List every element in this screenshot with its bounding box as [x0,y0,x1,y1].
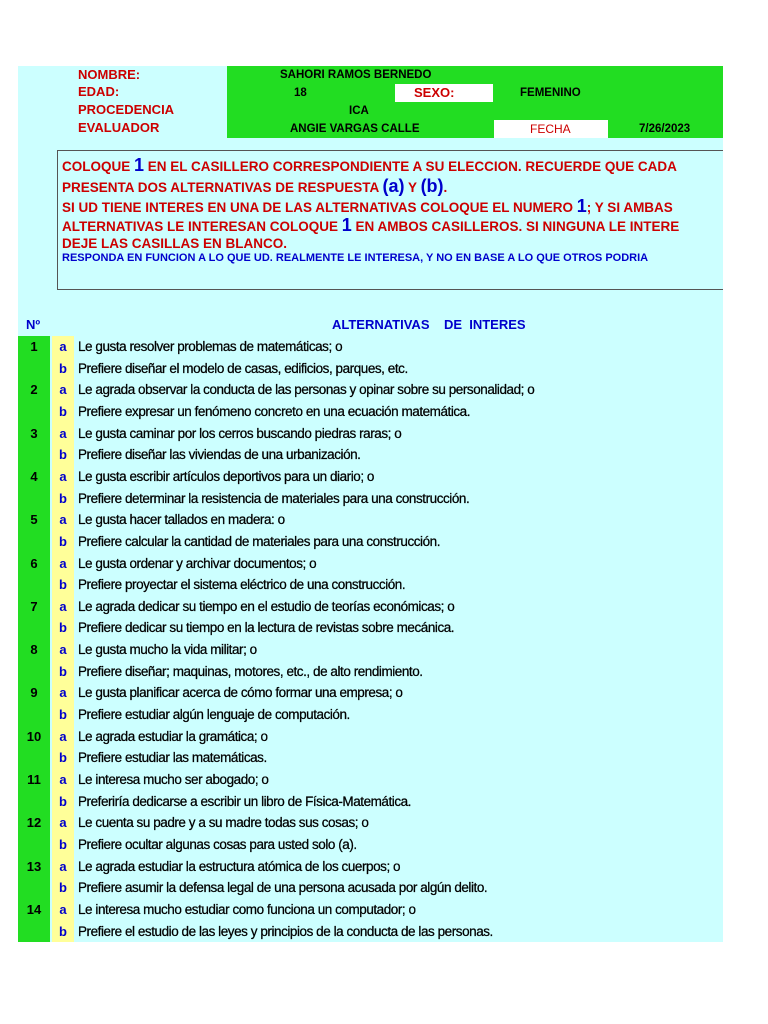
alternative-text: Le interesa mucho ser abogado; o [78,772,269,787]
alternative-text: Le gusta mucho la vida militar; o [78,642,257,658]
item-number: 7 [30,598,38,614]
item-row-14b [18,921,723,942]
alternative-text: Prefiere diseñar; maquinas, motores, etc., de alto rendimiento. [78,663,423,679]
item-number: 1 [30,339,38,354]
instruction-line-1 [62,155,677,176]
instruction-text: SI UD TIENE INTERES EN UNA DE LAS ALTERNATIVAS COLOQUE EL NUMERO [62,200,577,215]
instruction-text: . [443,180,448,195]
item-number: 2 [30,382,38,398]
option-letter-b[interactable]: b [59,360,67,376]
edad-label: EDAD: [78,84,120,99]
alternative-text: Prefiere dedicar su tiempo en la lectura de revistas sobre mecánica. [78,620,455,636]
item-row-6b [18,574,723,595]
alternative-text: Prefiere diseñar el modelo de casas, edificios, parques, etc. [78,360,408,376]
option-letter-a[interactable]: a [59,425,67,441]
alternative-text: Prefiere ocultar algunas cosas para usted solo (a). [78,836,357,852]
item-row-1b [18,358,723,379]
item-row-2a [18,379,723,400]
item-number: 5 [30,512,38,528]
instructions-box [57,150,723,290]
item-row-5a [18,509,723,530]
sexo-value[interactable]: FEMENINO [520,87,581,99]
item-row-14a [18,899,723,920]
alternative-text: Prefiere estudiar las matemáticas. [78,750,267,766]
alternative-text: Prefiere el estudio de las leyes y principios de la conducta de las personas. [78,923,493,939]
option-letter-b[interactable]: b [59,620,67,636]
item-number: 11 [27,772,41,787]
item-row-2b [18,401,723,422]
instruction-number: 1 [134,155,145,175]
option-letter-a[interactable]: a [59,512,67,528]
evaluador-value[interactable]: ANGIE VARGAS CALLE [290,123,420,135]
item-number: 9 [30,685,38,701]
instruction-text: COLOQUE [62,159,135,174]
option-letter-b[interactable]: b [59,836,67,852]
instruction-line-4 [62,215,679,236]
option-letter-a[interactable]: a [59,468,67,484]
option-letter-b[interactable]: b [59,490,67,506]
item-row-8a [18,639,723,660]
instruction-text: EN AMBOS CASILLEROS. SI NINGUNA LE INTERE [351,219,680,234]
alternative-text: Prefiere asumir la defensa legal de una persona acusada por algún delito. [78,880,488,896]
item-row-13a [18,856,723,877]
alternative-text: Prefiere determinar la resistencia de materiales para una construcción. [78,490,470,506]
item-row-12b [18,834,723,855]
item-row-11a [18,769,723,790]
fecha-label: FECHA [530,122,571,136]
option-letter-a[interactable]: a [59,339,67,354]
option-letter-a[interactable]: a [59,815,67,831]
instruction-number: 1 [341,215,352,235]
alternative-text: Le gusta hacer tallados en madera: o [78,512,285,528]
item-row-3b [18,444,723,465]
alternative-text: Le agrada estudiar la gramática; o [78,728,268,744]
option-letter-a[interactable]: a [59,901,67,917]
option-letter-a[interactable]: a [59,685,67,701]
procedencia-label: PROCEDENCIA [78,102,175,117]
instruction-line-3 [62,196,673,217]
alternative-text: Le gusta ordenar y archivar documentos; o [78,555,317,571]
instruction-number: 1 [576,196,587,216]
item-row-13b [18,877,723,898]
alternative-text: Prefiere proyectar el sistema eléctrico de una construcción. [78,577,406,593]
option-letter-b[interactable]: b [59,447,67,463]
alternative-text: Prefiere calcular la cantidad de materiales para una construcción. [78,533,441,549]
item-number: 14 [26,901,42,917]
item-row-7a [18,596,723,617]
number-column-header: Nº [26,317,41,332]
fecha-value[interactable]: 7/26/2023 [639,123,691,135]
instruction-text: ALTERNATIVAS LE INTERESAN COLOQUE [62,219,342,234]
item-number: 4 [30,468,38,484]
option-letter-a[interactable]: a [59,772,67,787]
item-row-9b [18,704,723,725]
instruction-line-6: RESPONDA EN FUNCION A LO QUE UD. REALMENTE LE INTERESA, Y NO EN BASE A LO QUE OTROS PODRIA [62,252,649,264]
questionnaire-sheet [18,66,723,942]
item-row-6a [18,553,723,574]
instruction-text: PRESENTA DOS ALTERNATIVAS DE RESPUESTA [62,180,383,195]
option-letter-b[interactable]: b [59,923,67,939]
option-letter-b[interactable]: b [59,793,67,809]
option-letter-a[interactable]: a [59,555,67,571]
alternative-text: Le gusta resolver problemas de matemáticas; o [78,339,343,354]
item-number: 12 [26,815,42,831]
alternative-text: Le agrada estudiar la estructura atómica de los cuerpos; o [78,858,401,874]
option-letter-b[interactable]: b [59,533,67,549]
option-letter-b[interactable]: b [59,403,67,419]
alternative-text: Le cuenta su padre y a su madre todas sus cosas; o [78,815,369,831]
item-number: 8 [30,642,38,658]
option-letter-b[interactable]: b [59,880,67,896]
alternative-text: Le interesa mucho estudiar como funciona un computador; o [78,901,416,917]
alternative-text: Le gusta escribir artículos deportivos para un diario; o [78,468,374,484]
option-letter-a[interactable]: a [59,858,67,874]
item-number: 3 [30,425,38,441]
instruction-line-2 [62,176,447,197]
option-letter-b[interactable]: b [59,577,67,593]
instruction-text: Y [404,180,421,195]
evaluador-label: EVALUADOR [78,120,160,135]
item-row-3a [18,423,723,444]
item-row-4b [18,488,723,509]
item-row-9a [18,682,723,703]
option-letter-b[interactable]: b [59,750,67,766]
alternative-text: Prefiere diseñar las viviendas de una urbanización. [78,447,361,463]
option-letter-a[interactable]: a [59,728,67,744]
item-row-1a [18,336,723,357]
item-number: 10 [26,728,42,744]
edad-value[interactable]: 18 [294,87,307,99]
item-row-11b [18,791,723,812]
item-row-10b [18,747,723,768]
alternative-text: Preferiría dedicarse a escribir un libro de Física-Matemática. [78,793,411,809]
option-a-marker: (a) [382,176,405,196]
option-b-marker: (b) [420,176,444,196]
instruction-text: ; Y SI AMBAS [586,200,673,215]
alternative-text: Le agrada dedicar su tiempo en el estudio de teorías económicas; o [78,598,455,614]
item-row-12a [18,812,723,833]
instruction-line-5: DEJE LAS CASILLAS EN BLANCO. [62,236,288,251]
option-letter-b[interactable]: b [59,663,67,679]
instruction-text: EN EL CASILLERO CORRESPONDIENTE A SU ELECCION. RECUERDE QUE CADA [144,159,677,174]
alternative-text: Le agrada observar la conducta de las personas y opinar sobre su personalidad; o [78,382,535,398]
sexo-label: SEXO: [414,85,455,100]
item-row-5b [18,531,723,552]
option-letter-a[interactable]: a [59,382,67,398]
item-row-10a [18,726,723,747]
option-letter-a[interactable]: a [59,598,67,614]
nombre-label: NOMBRE: [78,67,141,82]
option-letter-b[interactable]: b [59,707,67,723]
item-number: 13 [26,858,42,874]
procedencia-value[interactable]: ICA [349,105,369,117]
item-row-7b [18,617,723,638]
alternative-text: Le gusta planificar acerca de cómo formar una empresa; o [78,685,403,701]
alternative-text: Prefiere expresar un fenómeno concreto en una ecuación matemática. [78,403,471,419]
alternative-text: Prefiere estudiar algún lenguaje de computación. [78,707,350,723]
option-letter-a[interactable]: a [59,642,67,658]
item-row-8b [18,661,723,682]
item-number: 6 [30,555,38,571]
item-row-4a [18,466,723,487]
nombre-value[interactable]: SAHORI RAMOS BERNEDO [280,69,432,81]
alternative-text: Le gusta caminar por los cerros buscando piedras raras; o [78,425,402,441]
alternatives-title: ALTERNATIVAS DE INTERES [332,317,526,332]
